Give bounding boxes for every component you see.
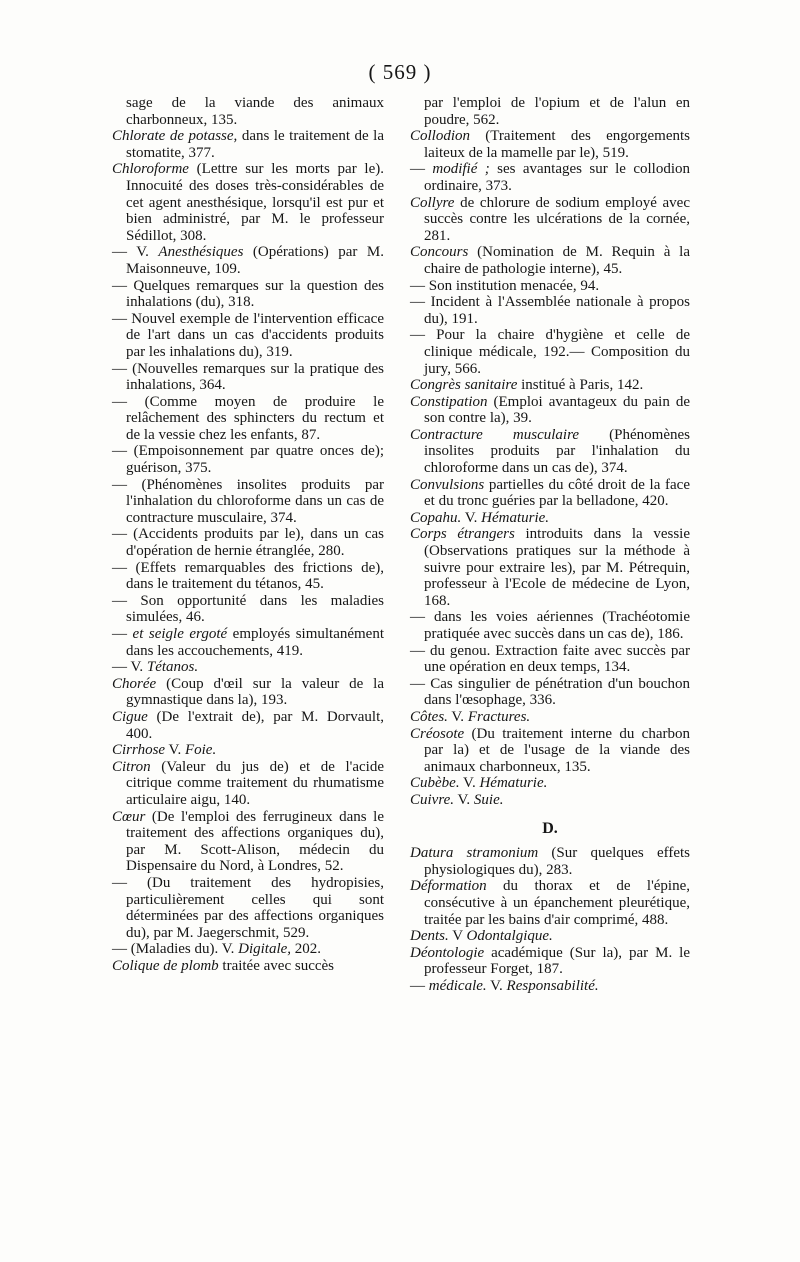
index-entry-text: (Valeur du jus de) et de l'acide citrique comme traitement du rhumatisme articulaire aigu, 140. xyxy=(126,758,384,808)
index-entry-term: Créosote xyxy=(410,725,465,742)
index-entry xyxy=(112,659,384,676)
index-entry xyxy=(410,195,690,245)
index-entry-text: V. xyxy=(461,509,482,526)
index-entry-text: (Traitement des engorgements laiteux de la mamelle par le), 519. xyxy=(424,128,690,161)
index-entry xyxy=(410,95,690,128)
index-entry-term: Datura stramonium xyxy=(410,845,539,862)
index-entry xyxy=(410,928,690,945)
index-entry xyxy=(112,311,384,361)
index-entry xyxy=(112,809,384,875)
index-entry xyxy=(112,477,384,527)
index-entry-term: Hématurie. xyxy=(479,775,548,792)
index-entry-text: — Pour la chaire d'hygiène et celle de clinique médicale, 192.— Composition du jury, 566. xyxy=(410,327,690,377)
index-entry xyxy=(112,593,384,626)
page-number: ( 569 ) xyxy=(368,60,432,84)
index-entry xyxy=(112,941,384,958)
index-entry-text: — Nouvel exemple de l'intervention efficace de l'art dans un cas d'accidents produits par les inhalations du), 319. xyxy=(112,310,384,360)
index-entry xyxy=(410,676,690,709)
index-entry xyxy=(410,726,690,776)
index-entry-term: Chorée xyxy=(112,675,157,692)
index-entry-text: institué à Paris, 142. xyxy=(517,377,644,394)
index-entry-text: — (Empoisonnement par quatre onces de); guérison, 375. xyxy=(112,443,384,477)
index-entry xyxy=(112,875,384,941)
index-entry-term: Copahu. xyxy=(410,509,462,526)
index-entry-term: Citron xyxy=(112,758,151,775)
index-entry-text: partielles du côté droit de la face et du tronc guéries par la belladone, 420. xyxy=(424,476,690,510)
index-entry-text: traitée avec succès xyxy=(218,957,334,974)
index-entry xyxy=(410,377,690,394)
index-entry-text: (Lettre sur les morts par le). Innocuité des doses très-considérables de cet agent anesthésique, lorsqu'il est pur et bien administré, par M. le professeur Sédillot, 308. xyxy=(126,161,384,244)
index-entry-term: Convulsions xyxy=(410,476,485,493)
index-entry-term: Contracture musculaire xyxy=(410,426,580,443)
index-entry xyxy=(112,278,384,311)
index-entry xyxy=(410,609,690,642)
index-entry-text: — V. xyxy=(112,244,159,261)
index-entry-text: — Son opportunité dans les maladies simulées, 46. xyxy=(112,592,384,626)
index-entry-text: V. xyxy=(447,708,468,725)
index-entry xyxy=(410,244,690,277)
index-entry xyxy=(112,560,384,593)
index-entry xyxy=(410,526,690,609)
index-entry-text: de chlorure de sodium employé avec succès contre les ulcérations de la cornée, 281. xyxy=(424,194,690,244)
index-entry-term: Fractures. xyxy=(467,708,531,725)
index-entry xyxy=(112,526,384,559)
index-entry-text: — (Comme moyen de produire le relâchement des sphincters du rectum et de la vessie chez les enfants, 87. xyxy=(112,393,384,443)
index-entry-term: Cirrhose xyxy=(112,742,166,759)
index-entry-term: Déontologie xyxy=(410,944,485,961)
index-entry-text: (Du traitement interne du charbon par la) et de l'usage de la viande des animaux charbonneux, 135. xyxy=(424,725,690,775)
index-entry-term: Dents. xyxy=(410,928,449,945)
index-entry-term: Chloroforme xyxy=(112,161,189,178)
index-entry-term: Congrès sanitaire xyxy=(410,377,518,394)
index-entry xyxy=(112,626,384,659)
index-entry xyxy=(112,742,384,759)
index-entry-text: V. xyxy=(165,742,185,759)
index-entry xyxy=(410,643,690,676)
index-entry-text: — xyxy=(410,161,433,178)
index-entry-term: Anesthésiques xyxy=(158,244,244,261)
index-entry-term: Colique de plomb xyxy=(112,957,219,974)
index-entry-term: Cigue xyxy=(112,708,148,725)
index-entry xyxy=(112,128,384,161)
index-entry xyxy=(410,327,690,377)
index-entry xyxy=(112,244,384,277)
index-entry-term: Digitale, xyxy=(238,941,292,958)
index-entry xyxy=(112,361,384,394)
index-entry-text: 202. xyxy=(291,941,322,958)
index-entry-term: Foie. xyxy=(184,742,217,759)
index-entry-text: dans le traitement de la stomatite, 377. xyxy=(126,128,385,161)
index-entry-term: Chlorate de potasse, xyxy=(112,128,238,145)
index-entry-text: V. xyxy=(486,977,507,994)
index-entry-text: — (Maladies du). V. xyxy=(112,941,239,958)
index-entry-text: — dans les voies aériennes (Trachéotomie pratiquée avec succès dans un cas de), 186. xyxy=(410,609,690,642)
index-entry-term: Responsabilité. xyxy=(506,977,599,994)
index-entry-text: — (Effets remarquables des frictions de), dans le traitement du tétanos, 45. xyxy=(112,559,384,593)
index-entry-term: et seigle ergoté xyxy=(132,626,228,642)
index-entry xyxy=(112,709,384,742)
index-entry-term: Cuivre. xyxy=(410,791,455,808)
index-entry-text: (Coup d'œil sur la valeur de la gymnastique dans la), 193. xyxy=(126,675,384,709)
index-entry xyxy=(410,278,690,295)
index-entry-term: Collodion xyxy=(410,128,471,145)
index-entry-term: Cubèbe. xyxy=(410,775,460,792)
index-letter-heading: D. xyxy=(542,819,558,837)
index-entry-text: — V. xyxy=(112,659,147,676)
index-entry-text: introduits dans la vessie (Observations pratiques sur la méthode à suivre pour extraire les), par M. Pétrequin, professeur à l'Ecole de médecine de Lyon, 168. xyxy=(424,526,690,609)
index-entry-term: Concours xyxy=(410,244,469,261)
index-entry-text: ses avantages sur le collodion ordinaire, 373. xyxy=(424,161,690,194)
index-entry-text: V. xyxy=(459,775,480,792)
index-entry xyxy=(410,775,690,792)
index-entry xyxy=(410,978,690,995)
index-entry xyxy=(410,427,690,477)
index-entry-term: Hématurie. xyxy=(481,509,550,526)
index-entry-term: Tétanos. xyxy=(146,659,199,676)
index-entry-term: Collyre xyxy=(410,194,455,211)
index-entry-text: — (Nouvelles remarques sur la pratique des inhalations, 364. xyxy=(112,360,384,394)
index-entry-text: (Sur quelques effets physiologiques du), 283. xyxy=(424,845,690,878)
index-entry-text: (Emploi avantageux du pain de son contre la), 39. xyxy=(424,393,690,427)
index-entry-term: Odontalgique. xyxy=(466,928,553,945)
index-entry xyxy=(112,443,384,476)
index-entry-text: sage de la viande des animaux charbonneux, 135. xyxy=(126,95,384,128)
index-entry-text: — Cas singulier de pénétration d'un bouchon dans l'œsophage, 336. xyxy=(410,675,690,709)
index-entry-text: (Opérations) par M. Maisonneuve, 109. xyxy=(126,244,384,277)
index-entry xyxy=(410,945,690,978)
index-entry-text: — xyxy=(112,626,133,642)
index-entry xyxy=(410,477,690,510)
index-entry xyxy=(112,394,384,444)
index-entry-text: V xyxy=(448,928,467,945)
index-entry xyxy=(410,394,690,427)
index-entry xyxy=(112,759,384,809)
index-entry-text: (De l'extrait de), par M. Dorvault, 400. xyxy=(126,708,384,742)
index-entry xyxy=(112,95,384,128)
index-entry-text: par l'emploi de l'opium et de l'alun en poudre, 562. xyxy=(424,95,690,128)
index-entry-text: V. xyxy=(454,791,474,808)
index-entry-text: — (Phénomènes insolites produits par l'inhalation du chloroforme dans un cas de contracture musculaire, 374. xyxy=(112,476,384,526)
index-entry xyxy=(410,878,690,928)
index-entry-term: Suie. xyxy=(473,791,504,808)
index-entry-term: Déformation xyxy=(410,878,487,895)
index-entry-term: Constipation xyxy=(410,393,488,410)
index-entry-text: (Nomination de M. Requin à la chaire de pathologie interne), 45. xyxy=(424,244,690,277)
index-entry xyxy=(410,161,690,194)
index-entry xyxy=(112,958,384,975)
index-entry-text: — xyxy=(410,977,429,994)
index-entry-text: — Quelques remarques sur la question des inhalations (du), 318. xyxy=(112,277,384,311)
index-entry-text: — du genou. Extraction faite avec succès par une opération en deux temps, 134. xyxy=(410,642,690,676)
index-entry-text: du thorax et de l'épine, consécutive à un épanchement pleurétique, traitée par les bains d'air comprimé, 488. xyxy=(424,878,690,928)
index-entry-text: (Phénomènes insolites produits par l'inhalation du chloroforme dans un cas de), 374. xyxy=(424,426,690,477)
index-entry-text: — (Accidents produits par le), dans un cas d'opération de hernie étranglée, 280. xyxy=(112,526,384,560)
index-entry-term: médicale. xyxy=(428,977,487,994)
index-entry-text: (De l'emploi des ferrugineux dans le traitement des affections organiques du), par M. Scott-Alison, médecin du Dispensaire du Nord, à Londres, 52. xyxy=(126,808,384,875)
index-entry-text: — Son institution menacée, 94. xyxy=(410,277,600,294)
index-entry xyxy=(410,845,690,878)
index-column-right xyxy=(410,95,690,994)
index-entry-term: Cœur xyxy=(112,808,146,825)
index-entry-term: modifié ; xyxy=(432,161,490,178)
index-entry xyxy=(112,161,384,244)
index-entry-text: académique (Sur la), par M. le professeur Forget, 187. xyxy=(424,944,690,978)
index-entry xyxy=(410,709,690,726)
index-entry xyxy=(410,128,690,161)
index-entry-text: — (Du traitement des hydropisies, particulièrement celles qui sont déterminées par des affections organiques du), par M. Jaegerschmit, 529. xyxy=(112,874,384,941)
index-entry xyxy=(112,676,384,709)
index-entry xyxy=(410,294,690,327)
index-entry xyxy=(410,510,690,527)
index-column-left xyxy=(112,95,384,974)
index-entry-text: — Incident à l'Assemblée nationale à propos du), 191. xyxy=(410,294,690,327)
index-entry-term: Côtes. xyxy=(410,708,448,725)
index-entry xyxy=(410,792,690,809)
index-entry-term: Corps étrangers xyxy=(410,526,515,543)
index-entry-text: employés simultanément dans les accouchements, 419. xyxy=(126,626,385,659)
